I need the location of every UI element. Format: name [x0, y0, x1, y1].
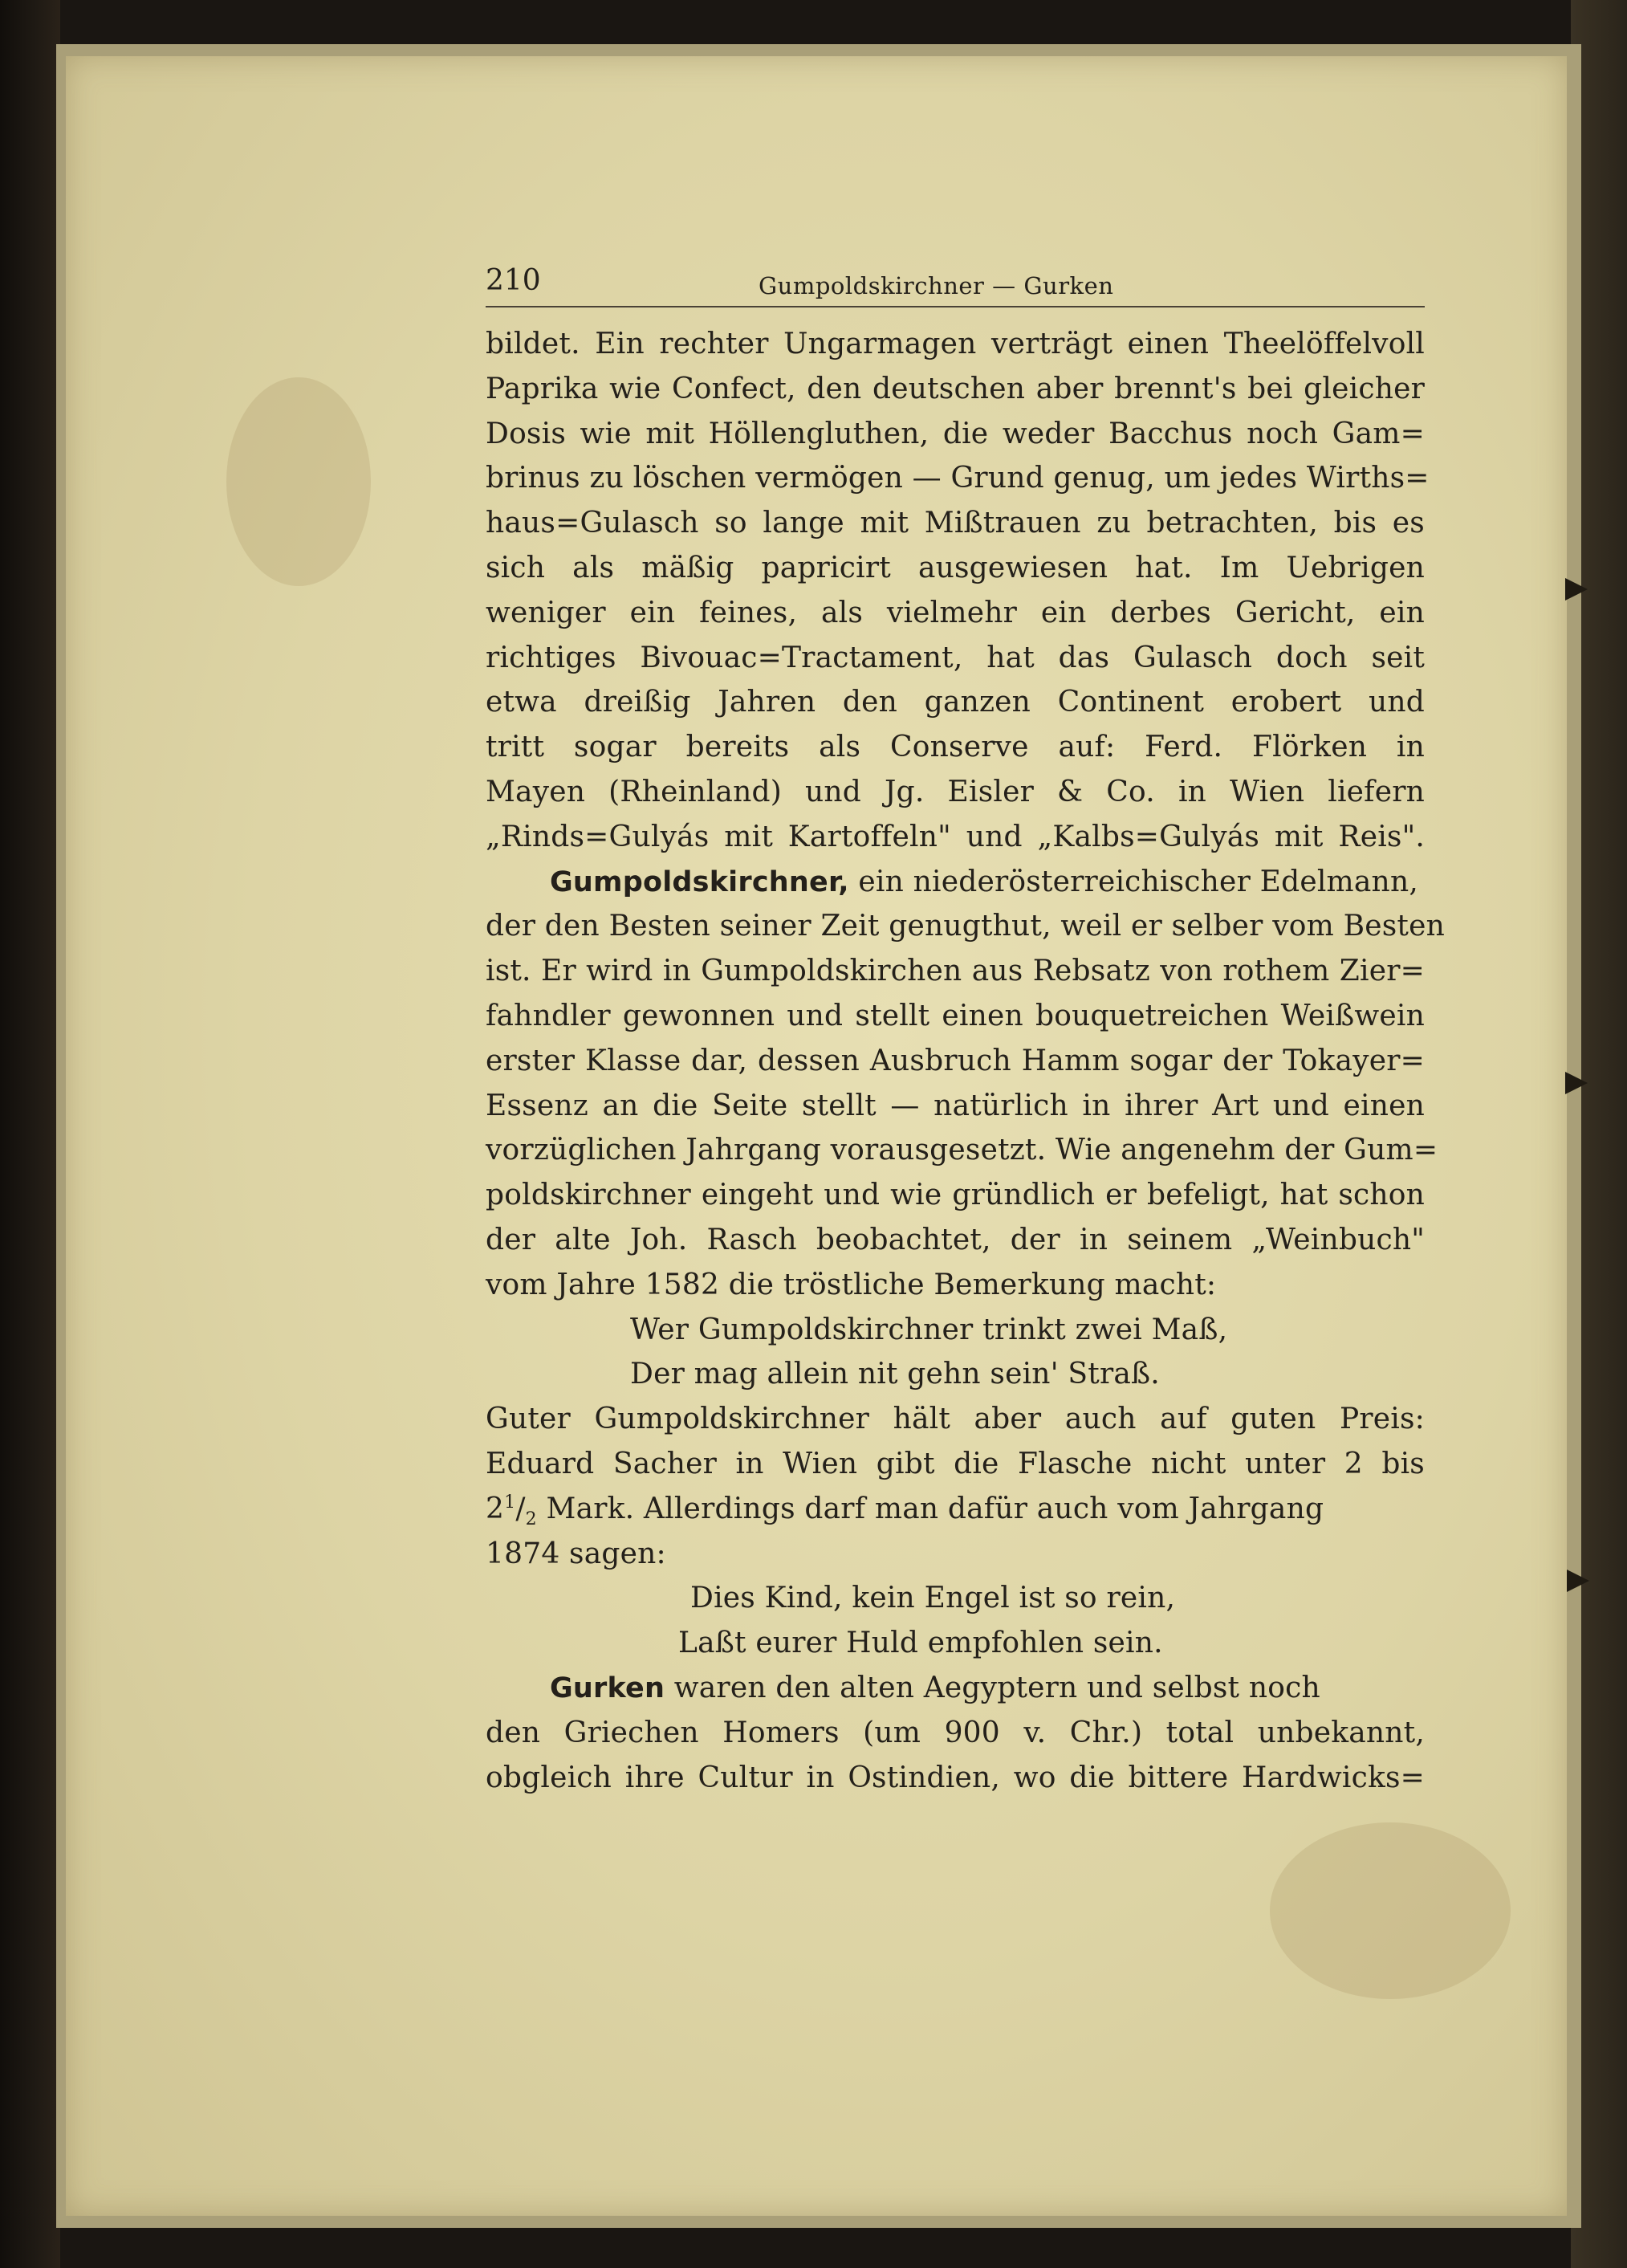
price-whole: 2: [486, 1492, 505, 1525]
entry-text: ein niederösterreichischer Edelmann,: [848, 865, 1418, 898]
text-line: haus=Gulasch so lange mit Mißtrauen zu betrachten, bis es: [486, 507, 1425, 540]
entry-gurken: [486, 1666, 1425, 1711]
text-line: 1874 sagen:: [486, 1537, 666, 1570]
text-line: den Griechen Homers (um 900 v. Chr.) total unbekannt,: [486, 1716, 1425, 1749]
text-line: der den Besten seiner Zeit genugthut, weil er selber vom Besten: [486, 910, 1445, 943]
verse-line: Dies Kind, kein Engel ist so rein,: [690, 1582, 1176, 1615]
entry-gumpoldskirchner: [486, 860, 1425, 905]
page-clip-mark: [1567, 1570, 1589, 1592]
text-line: tritt sogar bereits als Conserve auf: Ferd. Flörken in: [486, 731, 1425, 764]
text-line: sich als mäßig papricirt ausgewiesen hat. Im Uebrigen: [486, 551, 1425, 584]
page-clip-mark: [1565, 1072, 1588, 1094]
text-line: Paprika wie Confect, den deutschen aber brennt's bei gleicher: [486, 372, 1425, 405]
entry-text: waren den alten Aegyptern und selbst noch: [665, 1671, 1320, 1704]
text-line: poldskirchner eingeht und wie gründlich er befeligt, hat schon: [486, 1179, 1425, 1212]
text-line: Guter Gumpoldskirchner hält aber auch auf guten Preis:: [486, 1403, 1425, 1436]
page-clip-mark: [1565, 578, 1588, 601]
text-line: vorzüglichen Jahrgang vorausgesetzt. Wie angenehm der Gum=: [486, 1134, 1438, 1167]
text-line: erster Klasse dar, dessen Ausbruch Hamm sogar der Tokayer=: [486, 1044, 1425, 1077]
text-line: der alte Joh. Rasch beobachtet, der in seinem „Weinbuch": [486, 1223, 1425, 1256]
verse-line: Der mag allein nit gehn sein' Straß.: [630, 1358, 1160, 1391]
text-line: fahndler gewonnen und stellt einen bouquetreichen Weißwein: [486, 999, 1425, 1032]
entry-headword: Gurken: [550, 1671, 665, 1704]
text-line: richtiges Bivouac=Tractament, hat das Gulasch doch seit: [486, 641, 1425, 674]
verse-line: Wer Gumpoldskirchner trinkt zwei Maß,: [630, 1313, 1228, 1346]
text-line: obgleich ihre Cultur in Ostindien, wo die bittere Hardwicks=: [486, 1761, 1425, 1794]
fraction-numerator: 1: [504, 1492, 516, 1513]
paper-stain: [226, 377, 371, 586]
text-line: weniger ein feines, als vielmehr ein derbes Gericht, ein: [486, 596, 1425, 629]
page-header: [486, 261, 1425, 307]
verse-line: Laßt eurer Huld empfohlen sein.: [678, 1627, 1163, 1660]
text-line: $2^1/_2$ Mark. Allerdings darf man dafür auch vom Jahrgang: [486, 1492, 1324, 1529]
text-line: Eduard Sacher in Wien gibt die Flasche nicht unter 2 bis: [486, 1447, 1425, 1480]
text-fragment: Mark. Allerdings darf man dafür auch vom Jahrgang: [536, 1492, 1324, 1525]
text-line: „Rinds=Gulyás mit Kartoffeln" und „Kalbs=Gulyás mit Reis".: [486, 820, 1425, 853]
text-line: Essenz an die Seite stellt — natürlich in ihrer Art und einen: [486, 1089, 1425, 1122]
text-line: ist. Er wird in Gumpoldskirchen aus Rebsatz von rothem Zier=: [486, 955, 1425, 988]
text-line: bildet. Ein rechter Ungarmagen verträgt einen Theelöffelvoll: [486, 328, 1425, 360]
text-line: vom Jahre 1582 die tröstliche Bemerkung macht:: [486, 1268, 1217, 1301]
fraction-denominator: 2: [525, 1509, 537, 1529]
book-binding: [0, 0, 60, 2268]
text-line: etwa dreißig Jahren den ganzen Continent erobert und: [486, 686, 1425, 719]
paper-stain: [1270, 1822, 1511, 1999]
entry-headword: Gumpoldskirchner,: [550, 865, 849, 898]
page-text-block: [486, 261, 1445, 1800]
text-line: Mayen (Rheinland) und Jg. Eisler & Co. in Wien liefern: [486, 775, 1425, 808]
text-line: brinus zu löschen vermögen — Grund genug, um jedes Wirths=: [486, 462, 1430, 495]
text-line: Dosis wie mit Höllengluthen, die weder Bacchus noch Gam=: [486, 417, 1425, 450]
running-head: Gumpoldskirchner — Gurken: [759, 272, 1114, 299]
page-number: 210: [486, 264, 541, 297]
